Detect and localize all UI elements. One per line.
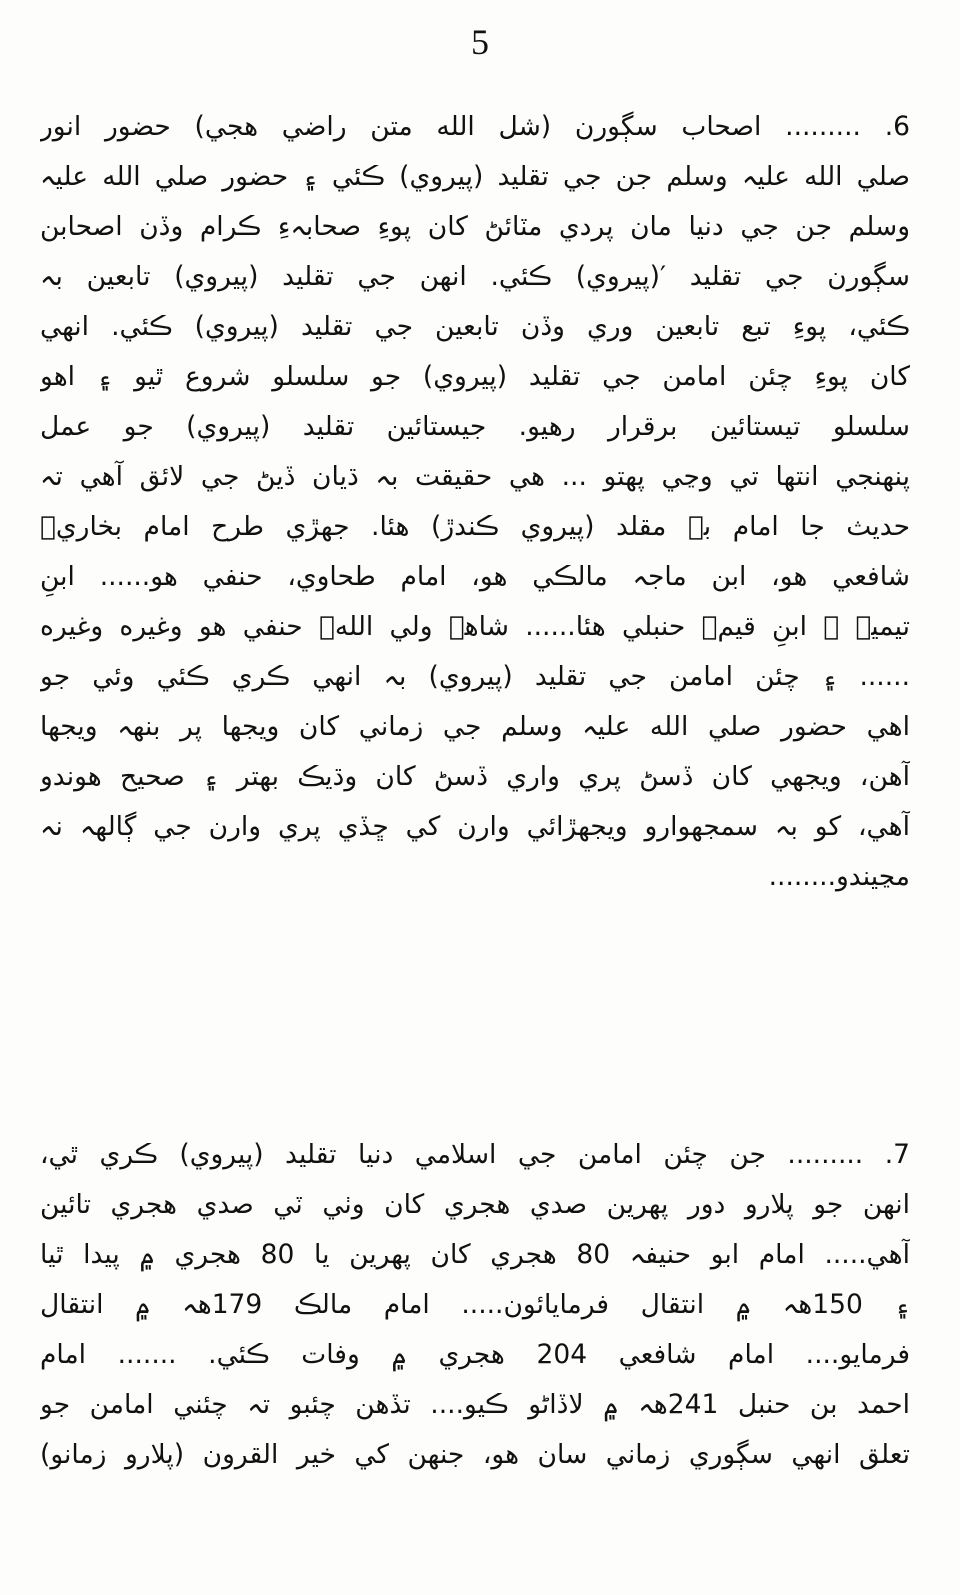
text-line: سڳورن جي تقليد ′(پيروي) ڪئي. انهن جي تقليد (پيروي) تابعين بہ — [40, 261, 910, 292]
text-line: شافعي هو، ابن ماجہ مالڪي هو، امام طحاوي، حنفي هو...... ابنِ — [40, 561, 910, 592]
text-line: احمد بن حنبل 241هہ ۾ لاڏاڻو ڪيو.... تڏهن چئبو تہ چئني امامن جو — [40, 1389, 910, 1420]
text-line: تعلق انهي سڳوري زماني سان هو، جنهن کي خير القرون (پلارو زمانو) — [40, 1439, 910, 1470]
text-line: کان پوءِ چئن امامن جي تقليد (پيروي) جو سلسلو شروع ٿيو ۽ اهو — [40, 361, 910, 392]
paragraph-7 — [40, 1130, 910, 1480]
text-line: حديث جا امام بہ مقلد (پيروي ڪندڙ) هئا. جهڙي طرح امام بخاريؒ — [40, 511, 910, 542]
text-line: تيميہ ۽ ابنِ قيمؒ حنبلي هئا...... شاهہ ولي اللهؒ حنفي هو وغيره وغيره — [40, 611, 910, 642]
text-line: ...... ۽ چئن امامن جي تقليد (پيروي) بہ انهي ڪري ڪئي وئي جو — [40, 661, 910, 692]
text-line: پنهنجي انتها تي وڃي پهتو ... هي حقيقت بہ ڌيان ڏيڻ جي لائق آهي تہ — [40, 461, 910, 492]
paragraph-6 — [40, 102, 910, 902]
text-line: صلي الله عليہ وسلم جن جي تقليد (پيروي) ڪئي ۽ حضور صلي الله عليہ — [40, 161, 910, 192]
text-line: وسلم جن جي دنيا مان پردي مٽائڻ کان پوءِ صحابہءِ ڪرام وڏن اصحابن — [40, 211, 910, 242]
text-line: سلسلو تيستائين برقرار رهيو. جيستائين تقليد (پيروي) جو عمل — [40, 411, 910, 442]
text-line: انهن جو پلارو دور پهرين صدي هجري کان وٺي ٽي صدي هجري تائين — [40, 1189, 910, 1220]
text-line: مڃيندو........ — [768, 861, 910, 892]
page-number: 5 — [471, 22, 489, 62]
text-line: آهن، ويجهي کان ڏسڻ پري واري ڏسڻ کان وڌيڪ بهتر ۽ صحيح هوندو — [40, 761, 910, 792]
text-line: 6. ......... اصحاب سڳورن (ﺷﻞ الله ﻣﺘﻦ راضي هجي) حضور انور — [40, 111, 910, 142]
text-line: فرمايو.... امام شافعي 204 هجري ۾ وفات ڪئي. ....... امام — [40, 1339, 910, 1370]
text-line: 7. ......... جن چئن امامن جي اسلامي دنيا تقليد (پيروي) ڪري ٿي، — [40, 1139, 910, 1170]
text-line: ڪئي، پوءِ تبع تابعين وري وڏن تابعين جي تقليد (پيروي) ڪئي. انهي — [40, 311, 910, 342]
text-line: ۽ 150هہ ۾ انتقال فرمايائون..... امام مالڪ 179هہ ۾ انتقال — [40, 1289, 910, 1320]
text-line: آهي..... امام ابو حنيفہ 80 هجري کان پهرين يا 80 هجري ۾ پيدا ٿيا — [40, 1239, 910, 1270]
text-line: آهي، کو بہ سمجهوارو ويجهڙائي وارن کي ڇڏي پري وارن جي ڳالهہ نہ — [40, 811, 910, 842]
text-line: اهي حضور صلي الله عليہ وسلم جي زماني کان ويجها پر بنهہ ويجها — [40, 711, 910, 742]
